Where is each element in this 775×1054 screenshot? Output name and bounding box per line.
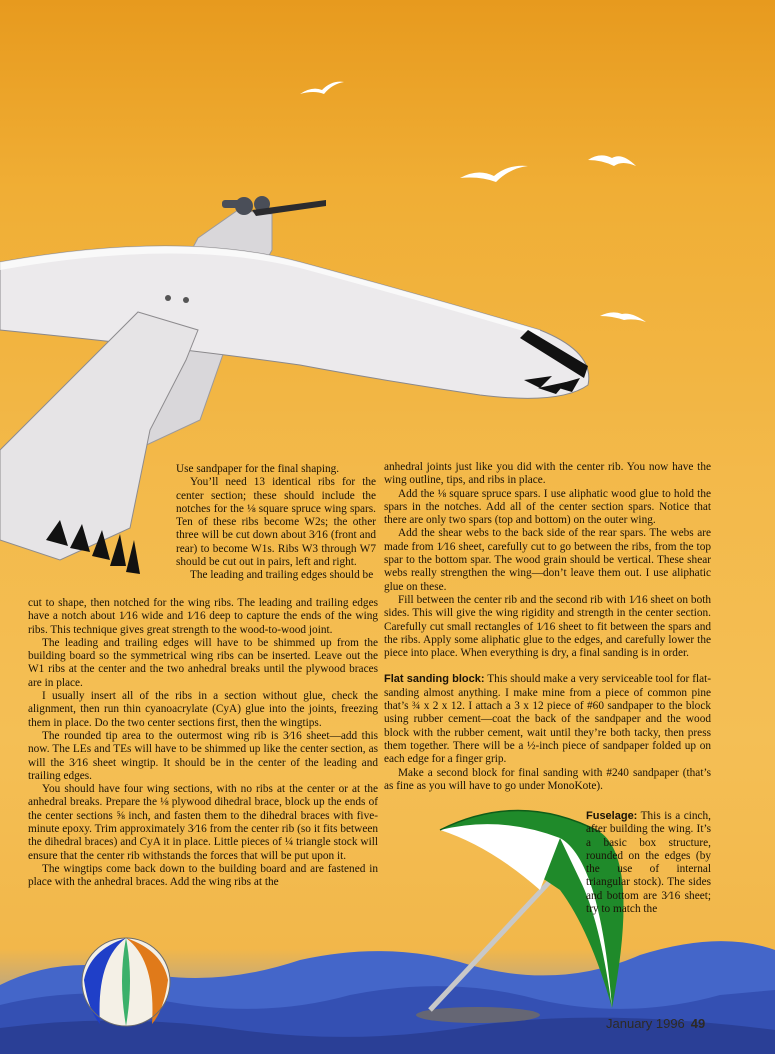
fuselage-body: This is a cinch, after building the wing. It’s a basic box structure, rounded on the edges (by the use of internal triangular stock). The sides and bottom are 3⁄16 sheet; try to match the (586, 810, 711, 916)
fuselage-heading: Fuselage: (586, 810, 638, 822)
article-column-top-left (176, 463, 376, 583)
paragraph: anhedral joints just like you did with the center rib. You now have the wing outline, tips, and ribs in place. (384, 461, 711, 487)
paragraph: Fill between the center rib and the second rib with 1⁄16 sheet on both sides. This will give the wing rigidity and strength in the center section. Carefully cut small rectangles of 1⁄16 sheet to fit between the spars and the ribs. Apply some aliphatic glue to the edges, and carefully lower the piece into place. When everything is dry, a final sanding is in order. (384, 593, 711, 660)
seagull-icon (460, 166, 528, 182)
footer-date: January 1996 (606, 1016, 685, 1031)
paragraph: Use sandpaper for the final shaping. (176, 463, 340, 475)
sanding-block-body: This should make a very serviceable tool for flat-sanding almost anything. I make mine from a piece of common pine that’s ¾ x 2 x 12. I attach a 3 x 12 piece of #60 sandpaper to the block using rubber cement—coat the back of the sandpaper and the wood block with the rubber cement, wait until they’re both tacky, then press them together. There will be a ½-inch piece of sandpaper folded up on each edge for a finger grip. (384, 673, 712, 766)
fuselage-section (586, 810, 711, 916)
beach-ball (82, 938, 170, 1026)
sanding-block-heading: Flat sanding block: (384, 673, 485, 686)
seagull-icon (588, 155, 636, 166)
paragraph: The rounded tip area to the outermost wing rib is 3⁄16 sheet—add this now. The LEs and TEs will have to be shimmed up like the center section, as will the 3⁄16 sheet wingtip. It should be in the center of the leading and trailing edges. (28, 729, 378, 782)
paragraph: You should have four wing sections, with no ribs at the center or at the anhedral breaks. Prepare the ⅛ plywood dihedral brace, block up the ends of the center sections ⅝ inch, and fasten them to the dihedral braces with five-minute epoxy. Trim approximately 3⁄16 from the center rib (so it fits between the dihedral braces) and CyA it in place. Little pieces of ¼ triangle stock will ensure that the center rib withstands the forces that will be put upon it. (28, 783, 378, 862)
paragraph: I usually insert all of the ribs in a section without glue, check the alignment, then run thin cyanoacrylate (CyA) glue into the joints, freezing them in place. Do the two center sections first, then the wingtips. (28, 690, 378, 729)
paragraph: Make a second block for final sanding with #240 sandpaper (that’s as fine as you will have to go under MonoKote). (384, 766, 711, 792)
paragraph: Add the ⅛ square spruce spars. I use aliphatic wood glue to hold the spars in the notches. Add all of the center section spars. Notice that there are only two spars (top and bottom) on the outer wing. (384, 487, 711, 527)
page-footer (606, 1016, 705, 1031)
paragraph: Add the shear webs to the back side of the rear spars. The webs are made from 1⁄16 sheet, carefully cut to go between the ribs, from the top spar to the bottom spar. The wood grain should be vertical. These shear webs really strengthen the wing—don’t leave them out. I use aliphatic glue on these. (384, 527, 711, 593)
seagull-icon (600, 312, 646, 322)
article-column-right (384, 461, 711, 793)
paragraph: The leading and trailing edges should be (190, 569, 374, 582)
sanding-block-section (384, 673, 711, 766)
page-number: 49 (690, 1016, 706, 1031)
paragraph: You’ll need 13 identical ribs for the center section; these should include the notches for the ⅛ square spruce wing spars. Ten of these ribs become W2s; the other three will be cut down about 3⁄16 (front and rear) to become W1s. Ribs W3 through W7 should be cut out in pairs, left and right. (176, 476, 376, 569)
paragraph: The leading and trailing edges will have to be shimmed up from the building board so the symmetrical wing ribs can be inserted. Leave out the W1 ribs at the center and the two anhedral breaks until the plywood braces are in place. (28, 636, 378, 689)
paragraph: cut to shape, then notched for the wing ribs. The leading and trailing edges have a notch about 1⁄16 wide and 1⁄16 deep to capture the ends of the wing ribs. This technique gives great strength to the wood-to-wood joint. (28, 597, 378, 636)
seagull-icon (300, 82, 344, 94)
article-column-left (28, 597, 378, 890)
paragraph: The wingtips come back down to the building board and are fastened in place with the anhedral braces. Add the wing ribs at the (28, 862, 378, 889)
